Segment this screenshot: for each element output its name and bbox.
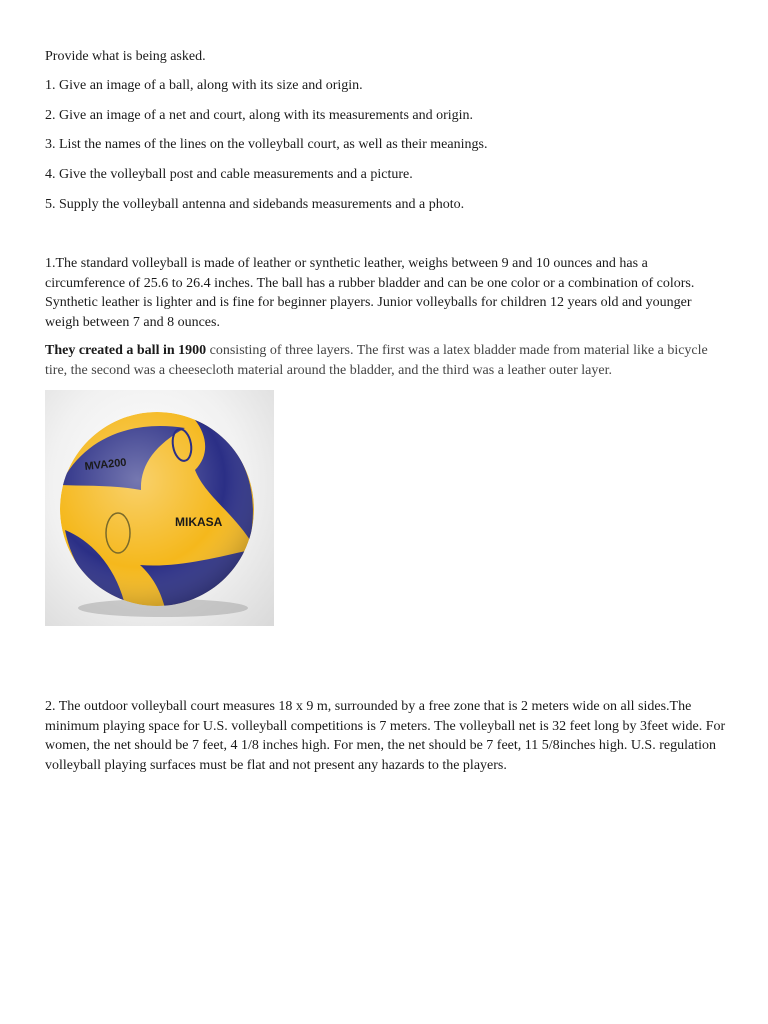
question-3: 3. List the names of the lines on the volleyball court, as well as their meanings. (45, 137, 488, 152)
intro-text: Provide what is being asked. (45, 49, 206, 64)
volleyball-illustration (45, 390, 274, 626)
ball-history-paragraph (45, 341, 729, 380)
question-5: 5. Supply the volleyball antenna and sidebands measurements and a photo. (45, 197, 465, 212)
ball-model-label: MVA200 (84, 456, 128, 473)
answer-2-text: 2. The outdoor volleyball court measures 18 x 9 m, surrounded by a free zone that is 2 meters wide on all sides.The minimum playing space for U.S. volleyball competitions is 7 meters. The volleyball net is 32 feet long by 3feet wide. For women, the net should be 7 feet, 4 1/8 inches high. For men, the net should be 7 feet, 11 5/8inches high. U.S. regulation volleyball playing surfaces must be flat and not present any hazards to the players. (45, 699, 726, 773)
ball-brand-label: MIKASA (175, 515, 223, 529)
question-2: 2. Give an image of a net and court, along with its measurements and origin. (45, 108, 474, 123)
answer-1-paragraph (45, 254, 729, 332)
question-4: 4. Give the volleyball post and cable measurements and a picture. (45, 167, 413, 182)
ball-history-bold: They created a ball in 1900 (45, 343, 207, 358)
answer-2-paragraph (45, 697, 729, 775)
volleyball-image (45, 390, 274, 626)
ball-history-text: consisting of three layers. The first was a latex bladder made from material like a bicycle tire, the second was a cheesecloth material around the bladder, and the third was a leather outer layer. (45, 343, 708, 378)
answer-1-text: 1.The standard volleyball is made of leather or synthetic leather, weighs between 9 and 10 ounces and has a circumference of 25.6 to 26.4 inches. The ball has a rubber bladder and can be one color or a combination of colors. Synthetic leather is lighter and is fine for beginner players. Junior volleyballs for children 12 years old and younger weigh between 7 and 8 ounces. (45, 256, 695, 330)
question-1: 1. Give an image of a ball, along with its size and origin. (45, 78, 363, 93)
